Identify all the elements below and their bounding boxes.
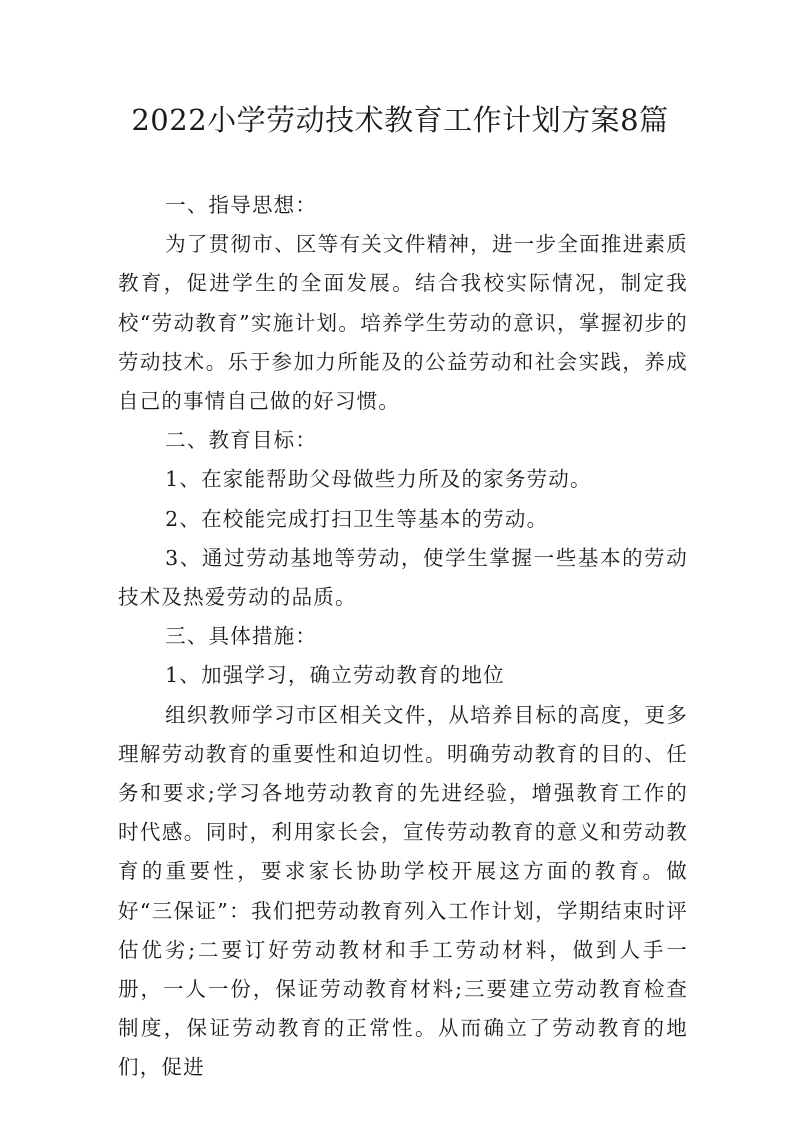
body-paragraph: 为了贯彻市、区等有关文件精神，进一步全面推进素质教育，促进学生的全面发展。结合我校实际情况，制定我校“劳动教育”实施计划。培养学生劳动的意识，掌握初步的劳动技术。乐于参加力所能及的公益劳动和社会实践，养成自己的事情自己做的好习惯。	[118, 232, 688, 414]
section-heading-education-goals: 二、教育目标：	[165, 428, 318, 453]
document-body	[118, 186, 688, 1088]
list-item: 3、通过劳动基地等劳动，使学生掌握一些基本的劳动技术及热爱劳动的品质。	[118, 545, 688, 610]
subsection-heading: 1、加强学习，确立劳动教育的地位	[165, 663, 505, 688]
section-heading-guiding-thought: 一、指导思想：	[165, 193, 318, 217]
list-item: 1、在家能帮助父母做些力所及的家务劳动。	[165, 467, 592, 492]
document-title: 2022小学劳动技术教育工作计划方案8篇	[131, 103, 669, 137]
list-item: 2、在校能完成打扫卫生等基本的劳动。	[165, 506, 549, 531]
body-paragraph: 组织教师学习市区相关文件，从培养目标的高度，更多理解劳动教育的重要性和迫切性。明确劳动教育的目的、任务和要求;学习各地劳动教育的先进经验，增强教育工作的时代感。同时，利用家长会，宣传劳动教育的意义和劳动教育的重要性，要求家长协助学校开展这方面的教育。做好“三保证”：我们把劳动教育列入工作计划，学期结束时评估优劣;二要订好劳动教材和手工劳动材料，做到人手一册，一人一份，保证劳动教育材料;三要建立劳动教育检查制度，保证劳动教育的正常性。从而确立了劳动教育的地们，促进	[118, 702, 688, 1080]
section-heading-measures: 三、具体措施：	[165, 624, 318, 649]
